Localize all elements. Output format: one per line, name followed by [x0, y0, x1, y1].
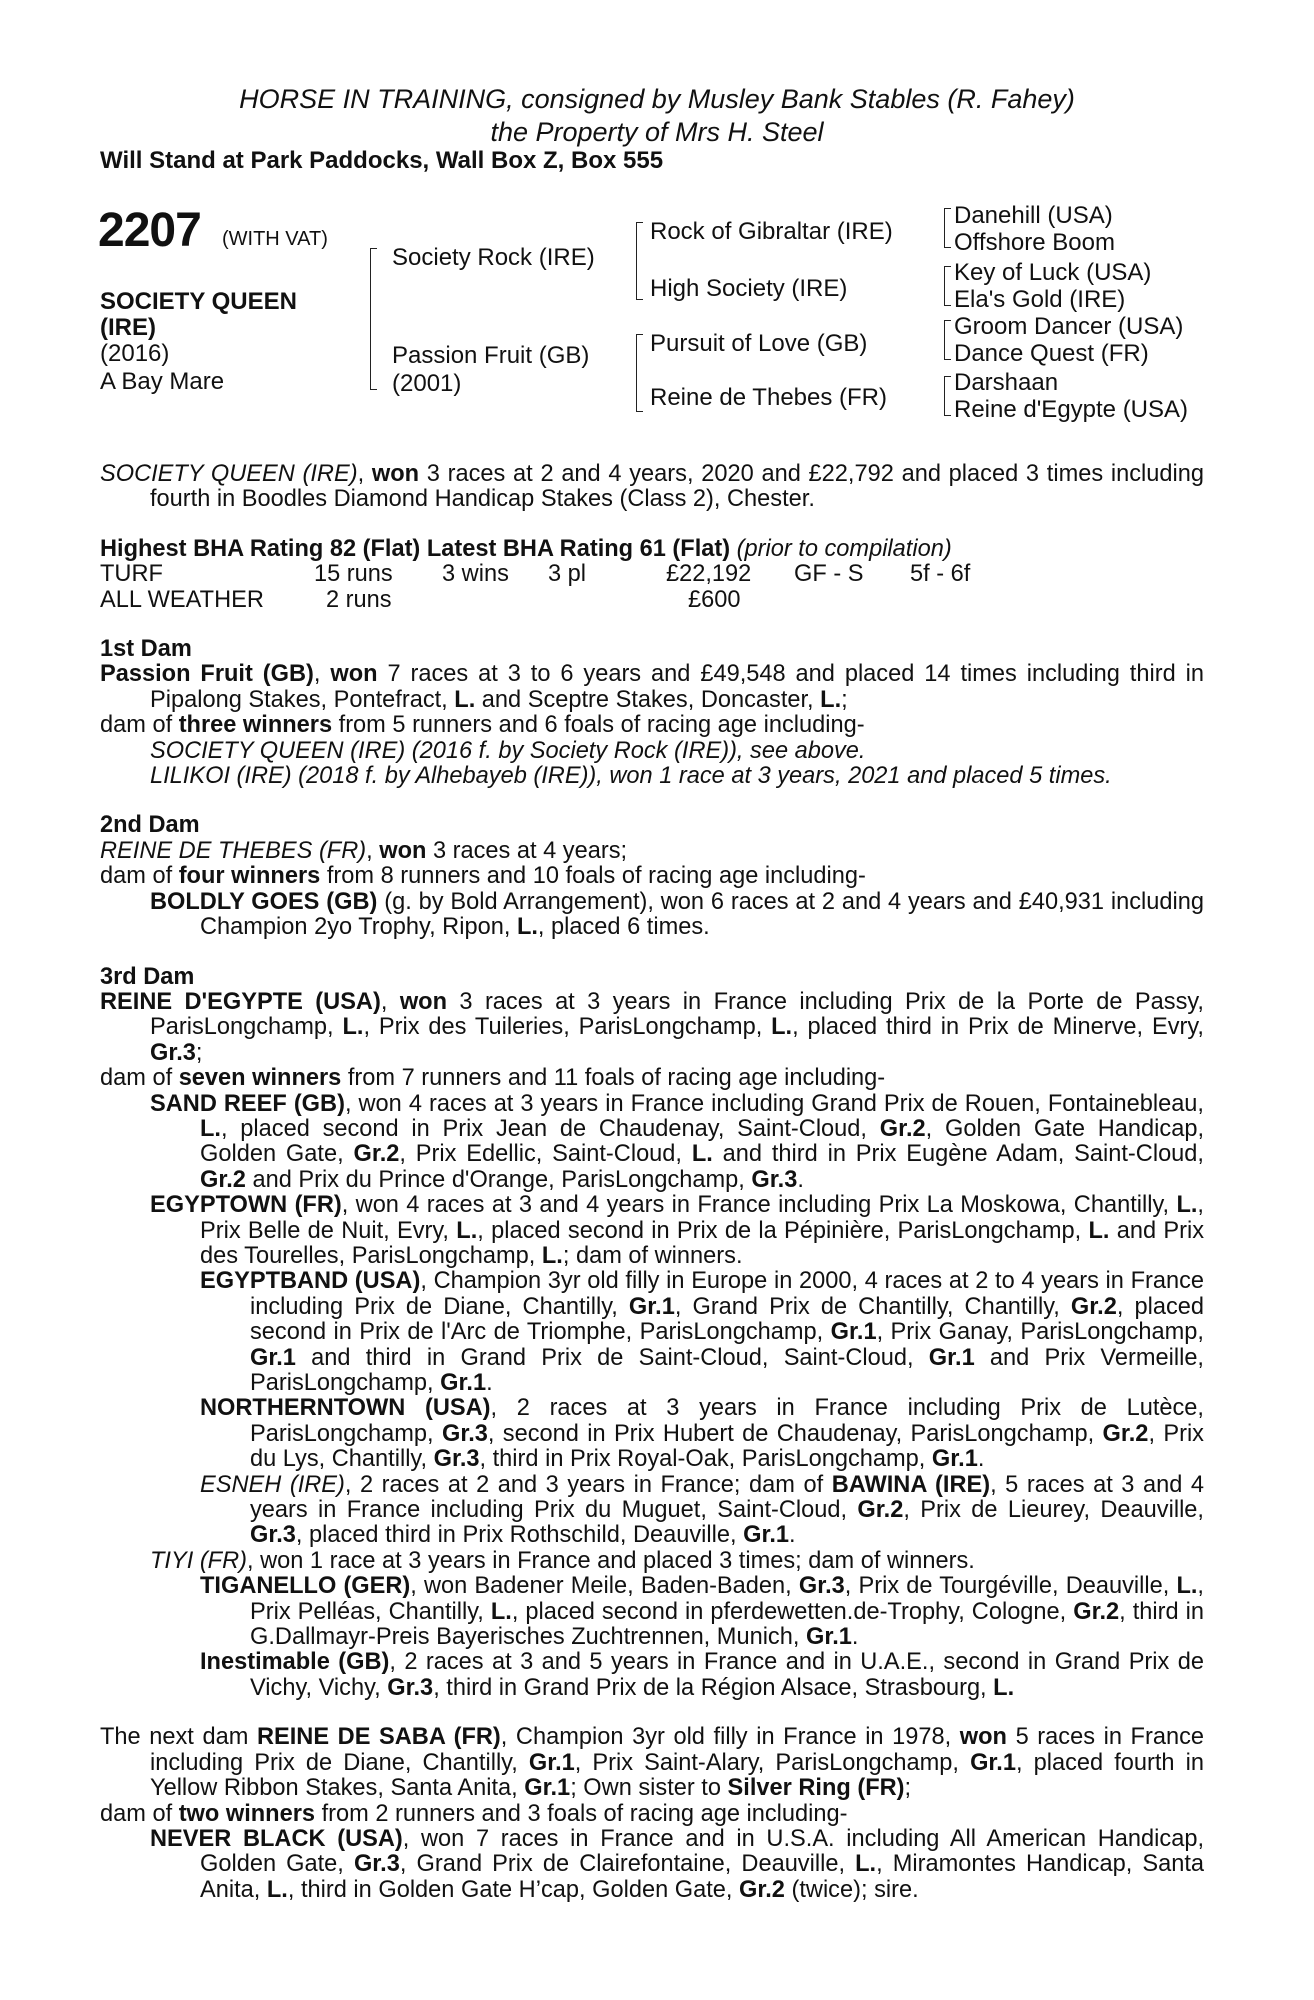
- pedigree-sss: Danehill (USA): [954, 202, 1113, 229]
- horse-description: A Bay Mare: [100, 368, 225, 395]
- horse-origin: (IRE): [100, 314, 156, 341]
- pedigree-dam-year: (2001): [392, 370, 462, 397]
- pedigree-dam-dam: Reine de Thebes (FR): [650, 384, 887, 411]
- pedigree-ddd: Reine d'Egypte (USA): [954, 396, 1189, 423]
- produce-never-black: NEVER BLACK (USA), won 7 races in France and in U.S.A. including All American Handicap, Golden Gate, Gr.3, Grand Prix de Clairefontaine, Deauville, L., Miramontes Handicap, Santa Anita, L., third in Golden Gate H’cap, Golden Gate, Gr.2 (twice); sire.: [150, 1825, 1205, 1903]
- pedigree-brace-4c: [944, 320, 951, 360]
- horse-year: (2016): [100, 340, 170, 367]
- pedigree-sds: Key of Luck (USA): [954, 259, 1152, 286]
- produce-esneh: ESNEH (IRE), 2 races at 2 and 3 years in France; dam of BAWINA (IRE), 5 races at 3 and 4 years in France including Prix du Muguet, Saint-Cloud, Gr.2, Prix de Lieurey, Deauville, Gr.3, placed third in Prix Rothschild, Deauville, Gr.1.: [200, 1471, 1204, 1549]
- pedigree-brace-dam: [636, 334, 643, 412]
- lot-number: 2207: [98, 204, 201, 257]
- next-dam-paragraph: The next dam REINE DE SABA (FR), Champion 3yr old filly in France in 1978, won 5 races in France including Prix de Diane, Chantilly, Gr.1, Prix Saint-Alary, ParisLongchamp, Gr.1, placed fourth in Yellow Ribbon Stakes, Santa Anita, Gr.1; Own sister to Silver Ring (FR);: [100, 1724, 1204, 1802]
- produce-northerntown: NORTHERNTOWN (USA), 2 races at 3 years in France including Prix de Lutèce, ParisLongchamp, Gr.3, second in Prix Hubert de Chaudenay, ParisLongchamp, Gr.2, Prix du Lys, Chantilly, Gr.3, third in Prix Royal-Oak, ParisLongchamp, Gr.1.: [200, 1395, 1204, 1473]
- vat-note: (WITH VAT): [222, 228, 328, 250]
- produce-sand-reef: SAND REEF (GB), won 4 races at 3 years in France including Grand Prix de Rouen, Fontainebleau, L., placed second in Prix Jean de Chaudenay, Saint-Cloud, Gr.2, Golden Gate Handicap, Golden Gate, Gr.2, Prix Edellic, Saint-Cloud, L. and third in Prix Eugène Adam, Saint-Cloud, Gr.2 and Prix du Prince d'Orange, ParisLongchamp, Gr.3.: [150, 1090, 1204, 1193]
- summary-paragraph: SOCIETY QUEEN (IRE), won 3 races at 2 and 4 years, 2020 and £22,792 and placed 3 times including fourth in Boodles Diamond Handicap Stakes (Class 2), Chester.: [100, 461, 1205, 513]
- pedigree-brace-main: [370, 248, 377, 390]
- pedigree-dsd: Dance Quest (FR): [954, 340, 1149, 367]
- ratings-turf-row: TURF 15 runs 3 wins 3 pl £22,192 GF - S 5f - 6f: [100, 561, 971, 588]
- horse-name: SOCIETY QUEEN: [100, 288, 297, 315]
- ratings-aw-row: ALL WEATHER 2 runs £600: [100, 586, 741, 613]
- pedigree-sire-sire: Rock of Gibraltar (IRE): [650, 218, 893, 245]
- produce-inestimable: Inestimable (GB), 2 races at 3 and 5 years in France and in U.A.E., second in Grand Prix de Vichy, Vichy, Gr.3, third in Grand Prix de la Région Alsace, Strasbourg, L.: [200, 1649, 1204, 1701]
- produce-tiyi: TIYI (FR), won 1 race at 3 years in France and placed 3 times; dam of winners.: [150, 1547, 975, 1574]
- pedigree-dds: Darshaan: [954, 369, 1059, 396]
- pedigree-dam: Passion Fruit (GB): [392, 342, 590, 369]
- third-dam-paragraph: REINE D'EGYPTE (USA), won 3 races at 3 years in France including Prix de la Porte de Passy, ParisLongchamp, L., Prix des Tuileries, ParisLongchamp, L., placed third in Prix de Minerve, Evry, Gr.3;: [100, 988, 1204, 1066]
- first-dam-heading: 1st Dam: [100, 636, 192, 663]
- property-line: the Property of Mrs H. Steel: [490, 117, 824, 147]
- produce-lilikoi: LILIKOI (IRE) (2018 f. by Alhebayeb (IRE)), won 1 race at 3 years, 2021 and placed 5 times.: [150, 763, 1112, 790]
- produce-tiganello: TIGANELLO (GER), won Badener Meile, Baden-Baden, Gr.3, Prix de Tourgéville, Deauville, L., Prix Pelléas, Chantilly, L., placed second in pferdewetten.de-Trophy, Cologne, Gr.2, third in G.Dallmayr-Preis Bayerisches Zuchtrennen, Munich, Gr.1.: [200, 1573, 1204, 1651]
- pedigree-brace-4a: [944, 208, 951, 248]
- produce-boldly-goes: BOLDLY GOES (GB) (g. by Bold Arrangement), won 6 races at 2 and 4 years and £40,931 including Champion 2yo Trophy, Ripon, L., placed 6 times.: [150, 888, 1205, 941]
- second-dam-heading: 2nd Dam: [100, 812, 200, 839]
- third-dam-produce-intro: dam of seven winners from 7 runners and 11 foals of racing age including-: [100, 1065, 886, 1092]
- pedigree-sire: Society Rock (IRE): [392, 244, 595, 271]
- second-dam-produce-intro: dam of four winners from 8 runners and 10 foals of racing age including-: [100, 863, 866, 890]
- second-dam-paragraph: REINE DE THEBES (FR), won 3 races at 4 years;: [100, 837, 628, 864]
- produce-society-queen: SOCIETY QUEEN (IRE) (2016 f. by Society Rock (IRE)), see above.: [150, 737, 866, 764]
- consignment-line: HORSE IN TRAINING, consigned by Musley Bank Stables (R. Fahey): [239, 84, 1075, 114]
- first-dam-paragraph: Passion Fruit (GB), won 7 races at 3 to 6 years and £49,548 and placed 14 times including third in Pipalong Stakes, Pontefract, L. and Sceptre Stakes, Doncaster, L.;: [100, 661, 1204, 713]
- pedigree-brace-4b: [944, 266, 951, 306]
- pedigree-ssd: Offshore Boom: [954, 229, 1115, 256]
- pedigree-brace-sire: [636, 222, 643, 300]
- stand-line: Will Stand at Park Paddocks, Wall Box Z, Box 555: [100, 147, 664, 174]
- pedigree-sire-dam: High Society (IRE): [650, 275, 848, 302]
- pedigree-dam-sire: Pursuit of Love (GB): [650, 330, 868, 357]
- produce-egyptband: EGYPTBAND (USA), Champion 3yr old filly in Europe in 2000, 4 races at 2 to 4 years in France including Prix de Diane, Chantilly, Gr.1, Grand Prix de Chantilly, Chantilly, Gr.2, placed second in Prix de l'Arc de Triomphe, ParisLongchamp, Gr.1, Prix Ganay, ParisLongchamp, Gr.1 and third in Grand Prix de Saint-Cloud, Saint-Cloud, Gr.1 and Prix Vermeille, ParisLongchamp, Gr.1.: [200, 1268, 1205, 1396]
- third-dam-heading: 3rd Dam: [100, 963, 195, 990]
- pedigree-brace-4d: [944, 376, 951, 416]
- pedigree-sdd: Ela's Gold (IRE): [954, 286, 1126, 313]
- catalogue-body: [100, 462, 1204, 1903]
- produce-egyptown: EGYPTOWN (FR), won 4 races at 3 and 4 years in France including Prix La Moskowa, Chantilly, L., Prix Belle de Nuit, Evry, L., placed second in Prix de la Pépinière, ParisLongchamp, L. and Prix des Tourelles, ParisLongchamp, L.; dam of winners.: [150, 1192, 1204, 1269]
- first-dam-produce-intro: dam of three winners from 5 runners and 6 foals of racing age including-: [100, 712, 865, 739]
- pedigree-dss: Groom Dancer (USA): [954, 313, 1184, 340]
- next-dam-produce-intro: dam of two winners from 2 runners and 3 foals of racing age including-: [100, 1800, 848, 1827]
- ratings-heading: Highest BHA Rating 82 (Flat) Latest BHA Rating 61 (Flat) (prior to compilation): [100, 535, 952, 562]
